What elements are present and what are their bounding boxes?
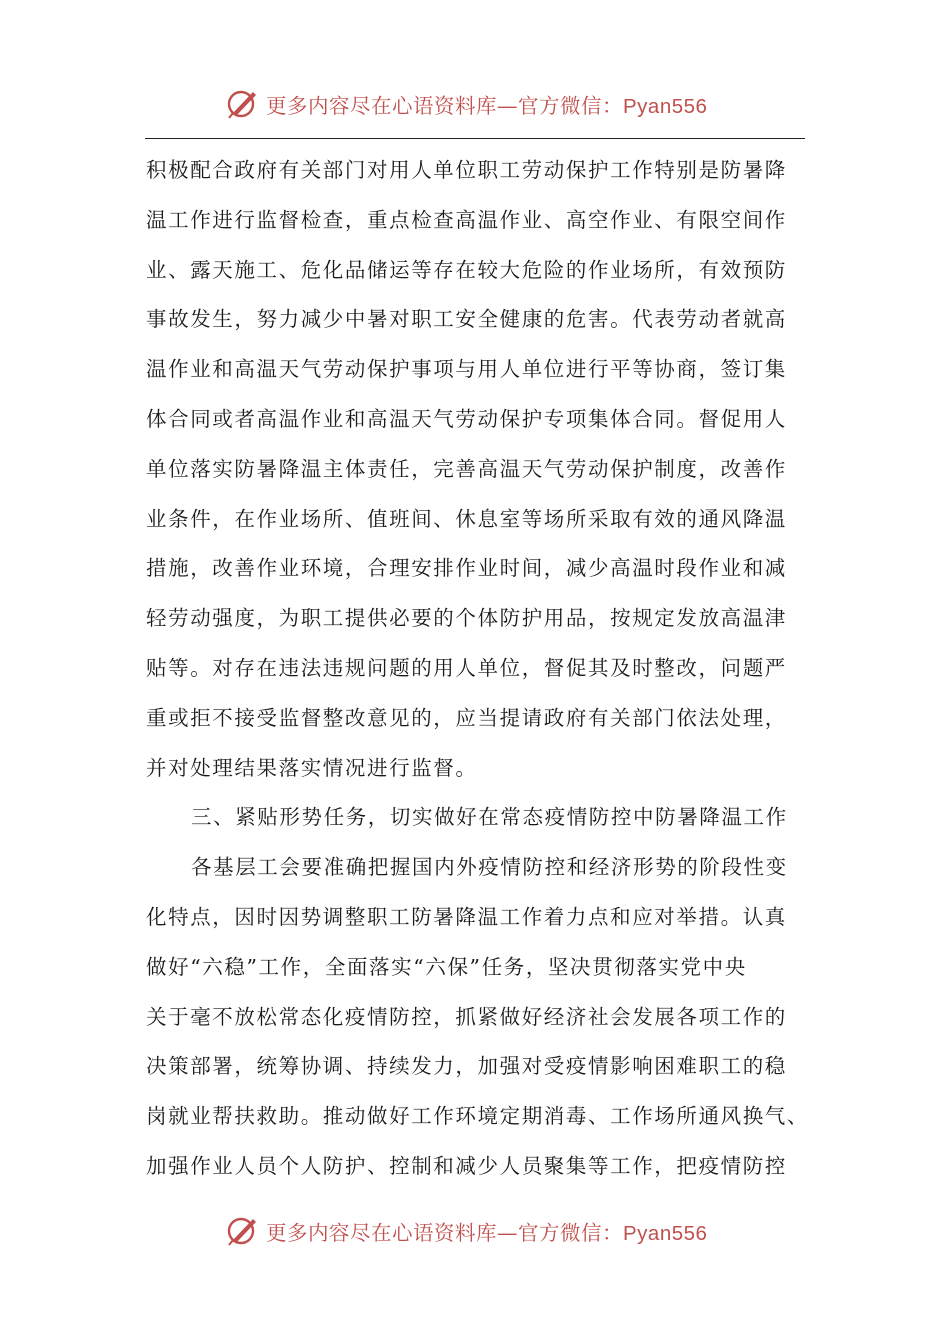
text-line: 措施，改善作业环境，合理安排作业时间，减少高温时段作业和减 [146,556,787,581]
text-line: 关于毫不放松常态化疫情防控，抓紧做好经济社会发展各项工作的 [146,1004,787,1029]
text-line: 各基层工会要准确把握国内外疫情防控和经济形势的阶段性变 [191,855,788,880]
text-line: 化特点，因时因势调整职工防暑降温工作着力点和应对举措。认真 [146,904,787,929]
text-line: 单位落实防暑降温主体责任，完善高温天气劳动保护制度，改善作 [146,456,787,481]
header-banner-text: 更多内容尽在心语资料库—官方微信：Pyan556 [266,94,708,118]
quill-pen-logo-icon [226,87,260,121]
wechat-handle: Pyan556 [623,1222,708,1245]
wechat-handle: Pyan556 [623,95,708,118]
header-divider [145,138,805,139]
text-line: 重或拒不接受监督整改意见的，应当提请政府有关部门依法处理， [146,705,787,730]
section-heading: 三、紧贴形势任务，切实做好在常态疫情防控中防暑降温工作 [191,805,788,830]
text-line: 体合同或者高温作业和高温天气劳动保护专项集体合同。督促用人 [146,406,787,431]
text-line: 温作业和高温天气劳动保护事项与用人单位进行平等协商，签订集 [146,357,787,382]
text-line: 业条件，在作业场所、值班间、休息室等场所采取有效的通风降温 [146,506,787,531]
footer-banner[interactable] [226,1211,746,1251]
text-line: 并对处理结果落实情况进行监督。 [146,755,478,780]
text-line: 事故发生，努力减少中暑对职工安全健康的危害。代表劳动者就高 [146,307,787,332]
text-line: 加强作业人员个人防护、控制和减少人员聚集等工作，把疫情防控 [146,1153,787,1178]
text-line: 温工作进行监督检查，重点检查高温作业、高空作业、有限空间作 [146,207,787,232]
quill-pen-logo-icon [226,1214,260,1248]
text-line: 岗就业帮扶救助。推动做好工作环境定期消毒、工作场所通风换气、 [146,1104,809,1129]
text-line: 贴等。对存在违法违规问题的用人单位，督促其及时整改，问题严 [146,655,787,680]
text-line: 做好“六稳”工作，全面落实“六保”任务，坚决贯彻落实党中央 [146,954,747,979]
text-line: 业、露天施工、危化品储运等存在较大危险的作业场所，有效预防 [146,257,787,282]
text-line: 积极配合政府有关部门对用人单位职工劳动保护工作特别是防暑降 [146,158,787,182]
body-text [146,146,814,1192]
footer-banner-text: 更多内容尽在心语资料库—官方微信：Pyan556 [266,1221,708,1245]
text-line: 轻劳动强度，为职工提供必要的个体防护用品，按规定发放高温津 [146,606,787,631]
header-banner[interactable] [226,84,746,124]
text-line: 决策部署，统筹协调、持续发力，加强对受疫情影响困难职工的稳 [146,1054,787,1079]
